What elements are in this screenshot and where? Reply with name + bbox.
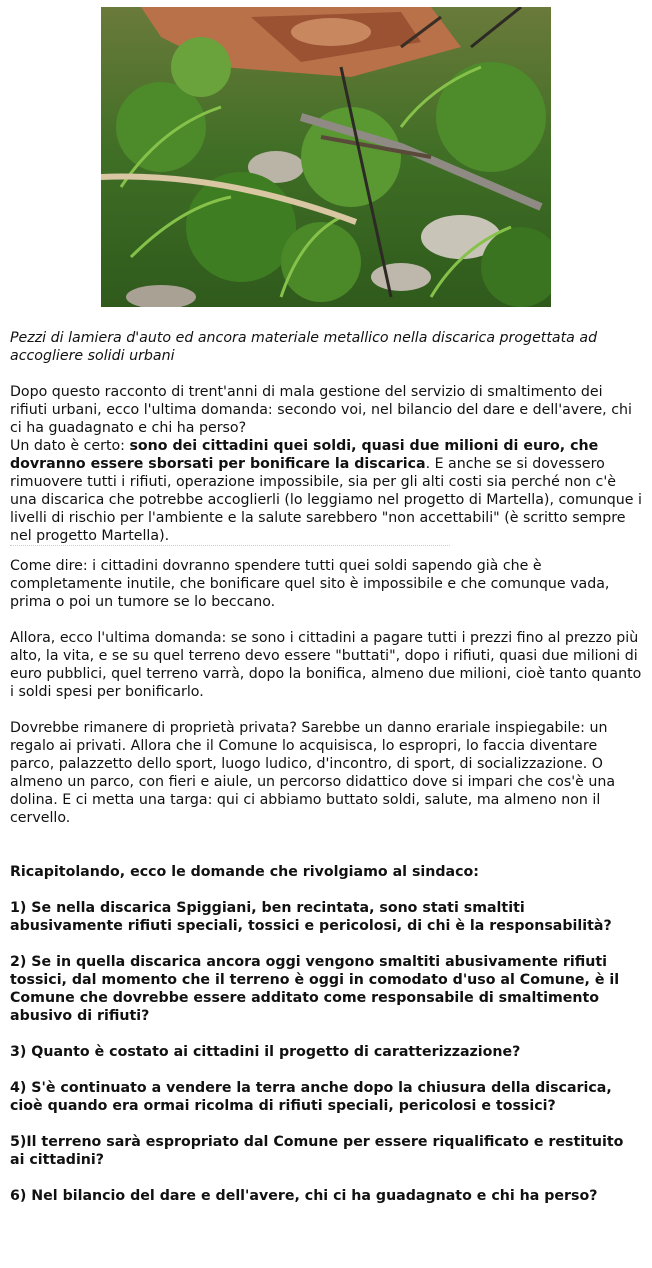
paragraph-lead: Un dato è certo: (10, 438, 130, 454)
question-4: 4) S'è continuato a vendere la terra anche dopo la chiusura della discarica, cioè quando era ormai ricolma di rifiuti speciali, pericolosi e tossici? (10, 1080, 612, 1114)
scrap-metal-photo (101, 7, 551, 307)
question-3: 3) Quanto è costato ai cittadini il progetto di caratterizzazione? (10, 1044, 521, 1060)
paragraph-rest: . E anche se si dovessero rimuovere tutti i rifiuti, operazione impossibile, sia per gli alti costi sia perché non c'è una discarica che potrebbe accoglierli (lo leggiamo nel progetto di Martella), comunque i livelli di rischio per l'ambiente e la salute sarebbero "non accettabili" (è scritto sempre nel progetto Martella). (10, 456, 642, 544)
paragraph-certain-fact (10, 437, 642, 545)
questions-intro: Ricapitolando, ecco le domande che rivolgiamo al sindaco: (10, 864, 479, 880)
separator-line (10, 545, 450, 547)
question-5: 5)Il terreno sarà espropriato dal Comune per essere riqualificato e restituito ai cittadini? (10, 1134, 624, 1168)
article-photo (101, 7, 551, 307)
question-6: 6) Nel bilancio del dare e dell'avere, chi ci ha guadagnato e chi ha perso? (10, 1188, 598, 1204)
paragraph-intro: Dopo questo racconto di trent'anni di mala gestione del servizio di smaltimento dei rifiuti urbani, ecco l'ultima domanda: secondo voi, nel bilancio del dare e dell'avere, chi ci ha guadagnato e chi ha perso? (10, 384, 632, 436)
photo-caption: Pezzi di lamiera d'auto ed ancora materiale metallico nella discarica progettata ad accogliere solidi urbani (10, 330, 598, 364)
question-2: 2) Se in quella discarica ancora oggi vengono smaltiti abusivamente rifiuti tossici, dal momento che il terreno è oggi in comodato d'uso al Comune, è il Comune che dovrebbe essere additato come responsabile di smaltimento abusivo di rifiuti? (10, 954, 620, 1024)
paragraph-last-question: Allora, ecco l'ultima domanda: se sono i cittadini a pagare tutti i prezzi fino al prezzo più alto, la vita, e se su quel terreno devo essere "buttati", dopo i rifiuti, quasi due milioni di euro pubblici, quel terreno varrà, dopo la bonifica, almeno due milioni, cioè tanto quanto i soldi spesi per bonificarlo. (10, 630, 642, 700)
paragraph-private-property: Dovrebbe rimanere di proprietà privata? Sarebbe un danno erariale inspiegabile: un regalo ai privati. Allora che il Comune lo acquisisca, lo espropri, lo faccia diventare parco, palazzetto dello sport, luogo ludico, d'incontro, di sport, di socializzazione. O almeno un parco, con fieri e aiule, un percorso didattico dove si impari che cos'è una dolina. E ci metta una targa: qui ci abbiamo buttato soldi, salute, ma almeno non il cervello. (10, 720, 616, 826)
paragraph-bold-highlight: sono dei cittadini quei soldi, quasi due milioni di euro, che dovranno essere sborsati per bonificare la discarica (10, 438, 599, 472)
paragraph-as-if-to-say: Come dire: i cittadini dovranno spendere tutti quei soldi sapendo già che è completamente inutile, che bonificare quel sito è impossibile e che comunque vada, prima o poi un tumore se lo beccano. (10, 558, 610, 610)
question-1: 1) Se nella discarica Spiggiani, ben recintata, sono stati smaltiti abusivamente rifiuti speciali, tossici e pericolosi, di chi è la responsabilità? (10, 900, 612, 934)
